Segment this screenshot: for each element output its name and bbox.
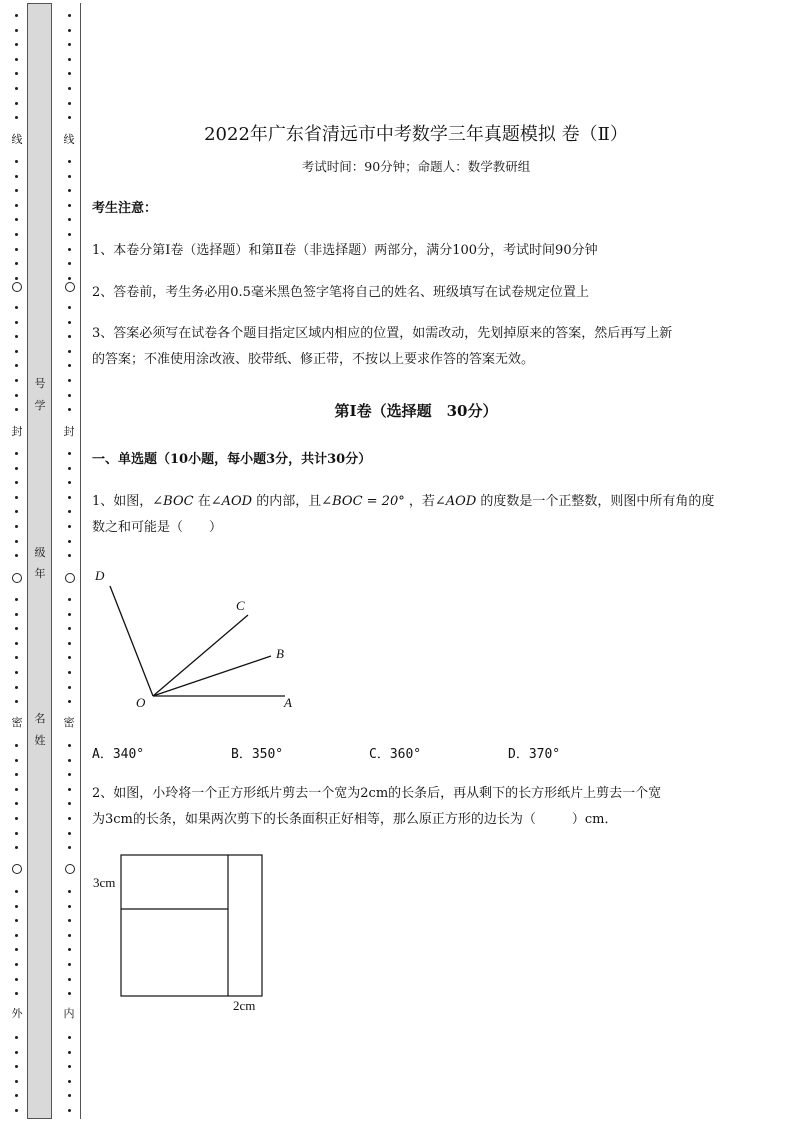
- choice-c[interactable]: C．360°: [369, 747, 422, 762]
- binding-dot: [15, 890, 18, 893]
- binding-dot: [15, 773, 18, 776]
- binding-dot: [68, 233, 71, 236]
- binding-dot: [15, 160, 18, 163]
- binding-dot: [15, 656, 18, 659]
- notice-item: 1、本卷分第I卷（选择题）和第Ⅱ卷（非选择题）两部分，满分100分，考试时间90分钟: [92, 243, 598, 258]
- binding-dot: [15, 802, 18, 805]
- binding-dot: [68, 890, 71, 893]
- binding-dot: [68, 364, 71, 367]
- question-2-line-1: 2、如图，小玲将一个正方形纸片剪去一个宽为2cm的长条后，再从剩下的长方形纸片上剪去一个宽: [92, 786, 662, 801]
- binding-dot: [15, 1036, 18, 1039]
- strip-field-char: 号: [34, 377, 46, 390]
- binding-dot: [68, 627, 71, 630]
- binding-circle-mark: [65, 573, 75, 583]
- binding-outer-column: [8, 0, 26, 1123]
- binding-dot: [68, 759, 71, 762]
- binding-dot: [15, 496, 18, 499]
- question-2-square-figure: [110, 845, 280, 1005]
- binding-dot: [68, 481, 71, 484]
- binding-inner-column: [60, 0, 78, 1123]
- binding-dot: [68, 992, 71, 995]
- binding-dot: [15, 1080, 18, 1083]
- binding-dot: [15, 525, 18, 528]
- binding-dot: [15, 1109, 18, 1112]
- strip-field-char: 名: [34, 712, 46, 725]
- binding-dot: [68, 394, 71, 397]
- binding-dot: [15, 262, 18, 265]
- binding-dot: [15, 277, 18, 280]
- question-2-line-2: 为3cm的长条，如果两次剪下的长条面积正好相等，那么原正方形的边长为（ ）cm．: [92, 812, 618, 827]
- label-3cm: 3cm: [93, 875, 116, 890]
- binding-dot: [68, 1080, 71, 1083]
- point-label-a: A: [284, 695, 292, 710]
- binding-dot: [15, 175, 18, 178]
- binding-dot: [68, 846, 71, 849]
- binding-dot: [15, 671, 18, 674]
- binding-dot: [15, 29, 18, 32]
- ray-od: [110, 586, 153, 696]
- binding-dot: [68, 262, 71, 265]
- binding-dot: [68, 72, 71, 75]
- binding-dot: [68, 963, 71, 966]
- binding-dot: [68, 116, 71, 119]
- binding-dot: [68, 379, 71, 382]
- binding-info-strip: [27, 3, 52, 1119]
- binding-dot: [15, 1051, 18, 1054]
- label-2cm: 2cm: [233, 998, 256, 1013]
- binding-dot: [15, 919, 18, 922]
- ray-ob: [153, 656, 271, 696]
- binding-dot: [15, 481, 18, 484]
- binding-dot: [68, 978, 71, 981]
- binding-dot: [15, 934, 18, 937]
- exam-subtitle: 考试时间：90分钟；命题人：数学教研组: [301, 159, 531, 174]
- strip-field-char: 姓: [34, 734, 46, 747]
- strip-field-char: 级: [34, 546, 46, 559]
- binding-dot: [68, 510, 71, 513]
- strip-field-char: 年: [34, 567, 46, 580]
- strip-field-char: 学: [34, 399, 46, 412]
- binding-dot: [15, 598, 18, 601]
- binding-dot: [68, 554, 71, 557]
- binding-dot: [68, 598, 71, 601]
- binding-dot: [15, 335, 18, 338]
- binding-dot: [68, 189, 71, 192]
- choice-b[interactable]: B．350°: [231, 747, 284, 762]
- binding-dot: [68, 686, 71, 689]
- binding-dot: [68, 175, 71, 178]
- binding-dot: [15, 992, 18, 995]
- binding-dot: [68, 1109, 71, 1112]
- point-label-o: O: [136, 695, 146, 710]
- binding-dot: [68, 540, 71, 543]
- question-1-angle-figure: [90, 560, 310, 720]
- binding-dot: [68, 832, 71, 835]
- notice-heading: 考生注意：: [92, 201, 158, 216]
- binding-dot: [68, 408, 71, 411]
- binding-dot: [68, 496, 71, 499]
- binding-dot: [68, 1036, 71, 1039]
- binding-dot: [15, 1065, 18, 1068]
- binding-dot: [68, 204, 71, 207]
- binding-dot: [15, 963, 18, 966]
- ray-oc: [153, 615, 248, 696]
- binding-circle-mark: [12, 573, 22, 583]
- question-1-line-2: 数之和可能是（ ）: [92, 520, 223, 535]
- binding-dot: [15, 948, 18, 951]
- binding-dot: [15, 394, 18, 397]
- binding-dot: [15, 189, 18, 192]
- binding-dot: [68, 1051, 71, 1054]
- binding-dot: [68, 656, 71, 659]
- section-title: 第I卷（选择题 30分）: [334, 402, 498, 420]
- binding-dot: [68, 613, 71, 616]
- binding-dot: [15, 72, 18, 75]
- binding-dot: [68, 802, 71, 805]
- binding-dot: [15, 510, 18, 513]
- binding-dot: [15, 686, 18, 689]
- binding-dot: [15, 1094, 18, 1097]
- binding-dot: [15, 116, 18, 119]
- binding-dot: [68, 671, 71, 674]
- binding-dot: [68, 1094, 71, 1097]
- binding-dot: [68, 102, 71, 105]
- binding-dot: [15, 540, 18, 543]
- outer-mark-line: 线: [11, 133, 23, 146]
- binding-dot: [68, 87, 71, 90]
- binding-dot: [15, 978, 18, 981]
- part-title: 一、单选题（10小题，每小题3分，共计30分）: [92, 452, 372, 467]
- binding-dot: [15, 43, 18, 46]
- outer-mark-outside: 外: [11, 1007, 23, 1020]
- binding-dot: [68, 277, 71, 280]
- inner-mark-seal: 封: [63, 425, 75, 438]
- binding-dot: [15, 306, 18, 309]
- binding-dot: [15, 452, 18, 455]
- binding-dot: [15, 204, 18, 207]
- binding-dot: [15, 613, 18, 616]
- notice-item-continued: 的答案；不准使用涂改液、胶带纸、修正带，不按以上要求作答的答案无效。: [92, 352, 535, 367]
- binding-divider-line: [80, 3, 81, 1119]
- point-label-b: B: [276, 646, 284, 661]
- binding-dot: [68, 218, 71, 221]
- binding-dot: [15, 905, 18, 908]
- page-title: 2022年广东省清远市中考数学三年真题模拟 卷（Ⅱ）: [204, 124, 628, 145]
- binding-dot: [68, 773, 71, 776]
- binding-dot: [15, 846, 18, 849]
- point-label-d: D: [95, 568, 105, 583]
- notice-item: 2、答卷前，考生务必用0.5毫米黑色签字笔将自己的姓名、班级填写在试卷规定位置上: [92, 285, 589, 300]
- binding-dot: [68, 58, 71, 61]
- binding-circle-mark: [65, 864, 75, 874]
- binding-dot: [15, 218, 18, 221]
- binding-dot: [15, 759, 18, 762]
- binding-dot: [15, 788, 18, 791]
- binding-dot: [15, 467, 18, 470]
- binding-dot: [15, 364, 18, 367]
- binding-dot: [15, 379, 18, 382]
- binding-dot: [68, 1065, 71, 1068]
- notice-item: 3、答案必须写在试卷各个题目指定区域内相应的位置，如需改动，先划掉原来的答案，然后再写上新: [92, 326, 673, 341]
- binding-dot: [15, 744, 18, 747]
- binding-dot: [68, 350, 71, 353]
- binding-dot: [68, 948, 71, 951]
- binding-dot: [68, 525, 71, 528]
- binding-dot: [68, 335, 71, 338]
- point-label-c: C: [236, 598, 245, 613]
- binding-dot: [15, 408, 18, 411]
- binding-dot: [68, 321, 71, 324]
- binding-dot: [15, 350, 18, 353]
- binding-dot: [15, 700, 18, 703]
- binding-dot: [68, 642, 71, 645]
- binding-dot: [68, 817, 71, 820]
- outer-mark-seal: 封: [11, 425, 23, 438]
- binding-dot: [68, 306, 71, 309]
- binding-dot: [68, 700, 71, 703]
- binding-dot: [15, 832, 18, 835]
- binding-dot: [68, 905, 71, 908]
- binding-dot: [15, 321, 18, 324]
- binding-dot: [15, 817, 18, 820]
- binding-dot: [68, 788, 71, 791]
- binding-dot: [15, 248, 18, 251]
- inner-mark-secret: 密: [63, 716, 75, 729]
- binding-dot: [15, 233, 18, 236]
- original-square: [121, 855, 262, 996]
- outer-mark-secret: 密: [11, 716, 23, 729]
- binding-dot: [68, 248, 71, 251]
- binding-dot: [15, 627, 18, 630]
- binding-dot: [68, 29, 71, 32]
- binding-dot: [68, 744, 71, 747]
- binding-dot: [68, 14, 71, 17]
- binding-dot: [68, 919, 71, 922]
- binding-dot: [15, 642, 18, 645]
- binding-circle-mark: [65, 282, 75, 292]
- binding-dot: [15, 102, 18, 105]
- binding-dot: [68, 452, 71, 455]
- binding-dot: [15, 87, 18, 90]
- choice-d[interactable]: D．370°: [508, 747, 561, 762]
- binding-dot: [15, 554, 18, 557]
- choice-a[interactable]: A．340°: [92, 747, 145, 762]
- binding-dot: [68, 43, 71, 46]
- binding-circle-mark: [12, 864, 22, 874]
- binding-dot: [15, 14, 18, 17]
- binding-dot: [68, 160, 71, 163]
- binding-dot: [68, 467, 71, 470]
- binding-dot: [68, 934, 71, 937]
- binding-circle-mark: [12, 282, 22, 292]
- binding-dot: [15, 58, 18, 61]
- inner-mark-inside: 内: [63, 1007, 75, 1020]
- question-1-line-1: 1、如图，∠BOC 在∠AOD 的内部，且∠BOC = 20° ，若∠AOD 的度数是一个正整数，则图中所有角的度: [92, 494, 715, 509]
- inner-mark-line: 线: [63, 133, 75, 146]
